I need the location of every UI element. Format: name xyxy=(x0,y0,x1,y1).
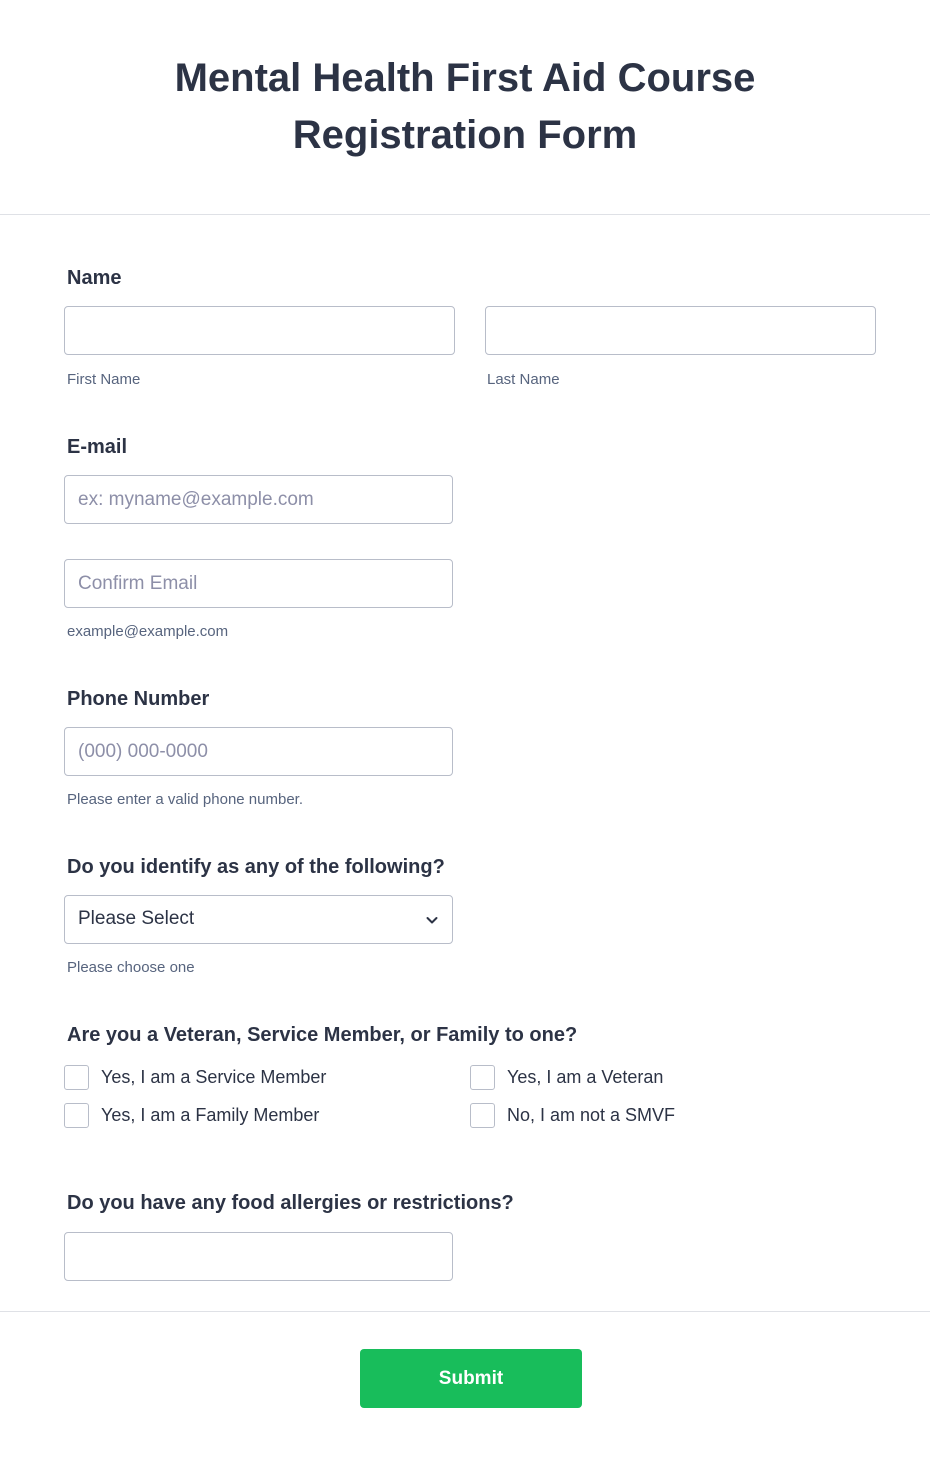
name-label: Name xyxy=(67,267,122,289)
family-member-checkbox[interactable] xyxy=(64,1103,89,1128)
submit-button[interactable]: Submit xyxy=(360,1349,582,1408)
phone-input[interactable] xyxy=(64,727,453,776)
identify-select[interactable] xyxy=(64,895,453,944)
service-member-label[interactable]: Yes, I am a Service Member xyxy=(101,1067,327,1087)
email-sublabel: example@example.com xyxy=(67,623,229,640)
family-member-label[interactable]: Yes, I am a Family Member xyxy=(101,1105,320,1125)
confirm-email-input[interactable] xyxy=(64,559,453,608)
phone-sublabel: Please enter a valid phone number. xyxy=(67,791,303,808)
allergies-input[interactable] xyxy=(64,1232,453,1281)
not-smvf-checkbox[interactable] xyxy=(470,1103,495,1128)
not-smvf-label[interactable]: No, I am not a SMVF xyxy=(507,1105,676,1125)
service-member-checkbox[interactable] xyxy=(64,1065,89,1090)
option-service-member[interactable] xyxy=(64,1065,444,1091)
form-header xyxy=(0,0,930,215)
last-name-input[interactable] xyxy=(485,306,876,355)
identify-label: Do you identify as any of the following? xyxy=(67,856,445,878)
phone-label: Phone Number xyxy=(67,688,210,710)
veteran-option-label[interactable]: Yes, I am a Veteran xyxy=(507,1067,664,1087)
identify-sublabel: Please choose one xyxy=(67,959,195,976)
email-input[interactable] xyxy=(64,475,453,524)
veteran-checkbox[interactable] xyxy=(470,1065,495,1090)
option-veteran[interactable] xyxy=(470,1065,850,1091)
veteran-label: Are you a Veteran, Service Member, or Family to one? xyxy=(67,1024,578,1046)
form-title-line-2: Registration Form xyxy=(292,113,638,157)
first-name-input[interactable] xyxy=(64,306,455,355)
email-label: E-mail xyxy=(67,436,128,458)
identify-select-value: Please Select xyxy=(78,908,195,929)
option-not-smvf[interactable] xyxy=(470,1103,850,1129)
form-title-line-1: Mental Health First Aid Course xyxy=(174,56,756,100)
chevron-down-icon xyxy=(424,912,440,928)
form-title xyxy=(0,50,930,164)
footer-divider xyxy=(0,1311,930,1312)
option-family-member[interactable] xyxy=(64,1103,444,1129)
allergies-label: Do you have any food allergies or restrictions? xyxy=(67,1192,514,1214)
first-name-sublabel: First Name xyxy=(67,371,141,388)
last-name-sublabel: Last Name xyxy=(487,371,560,388)
